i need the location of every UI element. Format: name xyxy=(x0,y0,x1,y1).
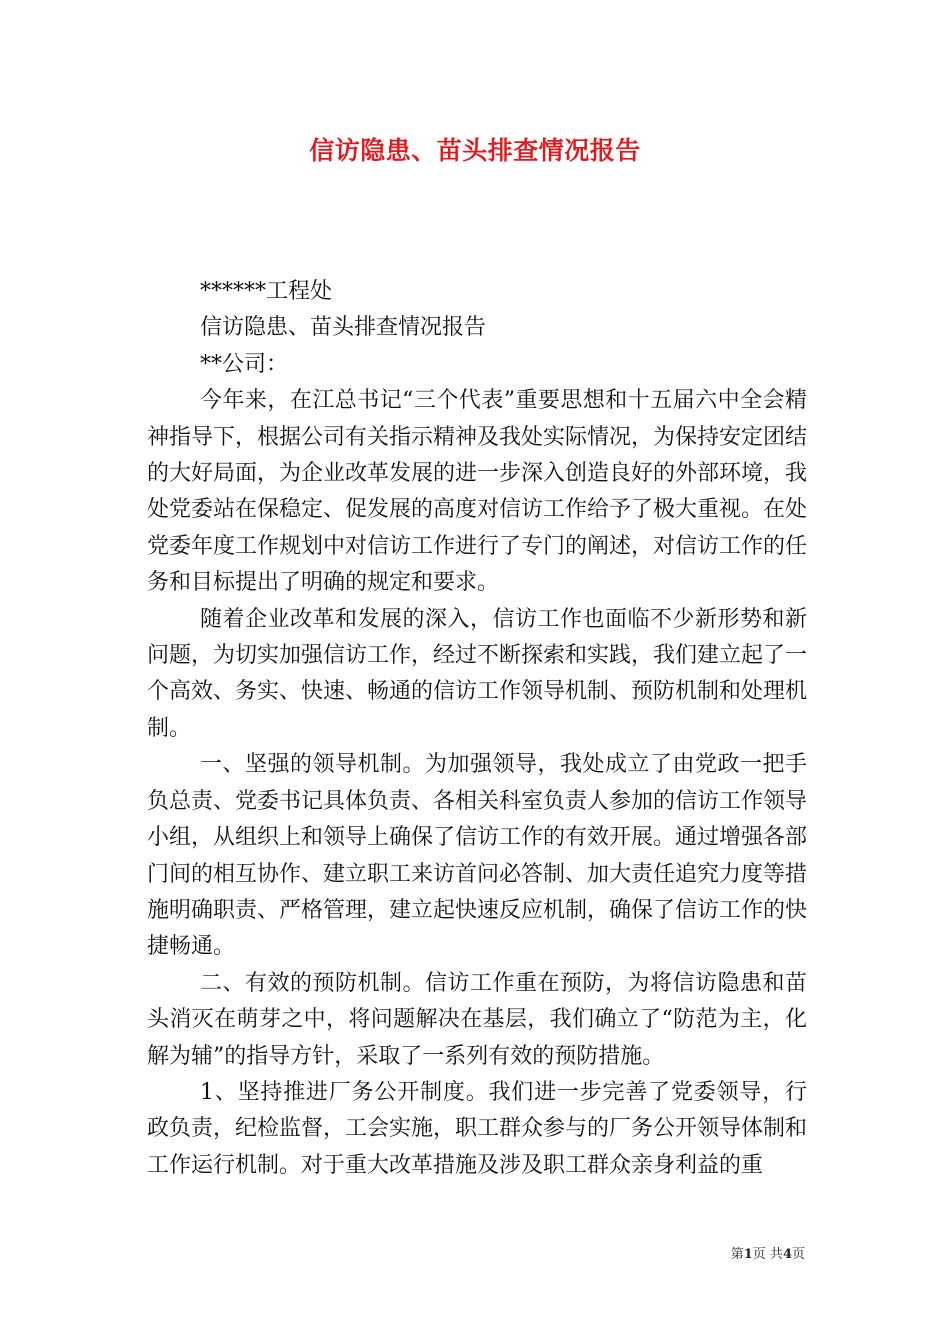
page-suffix: 页 xyxy=(791,1247,805,1262)
current-page-number: 1 xyxy=(743,1247,753,1262)
paragraph: 二、有效的预防机制。信访工作重在预防，为将信访隐患和苗头消灭在萌芽之中，将问题解决在基层，我们确立了“防范为主，化解为辅”的指导方针，采取了一系列有效的预防措施。 xyxy=(147,970,807,1069)
page-prefix: 第 xyxy=(730,1247,744,1262)
recipient-line: **公司： xyxy=(200,351,289,377)
paragraph: 一、坚强的领导机制。为加强领导，我处成立了由党政一把手负总责、党委书记具体负责、各相关科室负责人参加的信访工作领导小组，从组织上和领导上确保了信访工作的有效开展。通过增强各部门间的相互协作、建立职工来访首问必答制、加大责任追究力度等措施明确职责、严格管理，建立起快速反应机制，确保了信访工作的快捷畅通。 xyxy=(147,752,808,960)
page-number-footer xyxy=(731,1246,805,1264)
paragraph: 随着企业改革和发展的深入，信访工作也面临不少新形势和新问题，为切实加强信访工作，经过不断探索和实践，我们建立起了一个高效、务实、快速、畅通的信访工作领导机制、预防机制和处理机制。 xyxy=(147,606,808,741)
document-body xyxy=(147,274,807,1184)
total-pages-number: 4 xyxy=(782,1247,792,1262)
paragraph: 今年来，在江总书记“三个代表”重要思想和十五届六中全会精神指导下，根据公司有关指示精神及我处实际情况，为保持安定团结的大好局面，为企业改革发展的进一步深入创造良好的外部环境，我处党委站在保稳定、促发展的高度对信访工作给予了极大重视。在处党委年度工作规划中对信访工作进行了专门的阐述，对信访工作的任务和目标提出了明确的规定和要求。 xyxy=(147,388,808,596)
document-title: 信访隐患、苗头排查情况报告 xyxy=(309,136,641,165)
paragraph: 1、坚持推进厂务公开制度。我们进一步完善了党委领导，行政负责，纪检监督，工会实施，职工群众参与的厂务公开领导体制和工作运行机制。对于重大改革措施及涉及职工群众亲身利益的重 xyxy=(147,1079,808,1178)
page-middle: 页 共 xyxy=(752,1247,783,1262)
issuer-line: ******工程处 xyxy=(200,279,333,304)
report-subtitle: 信访隐患、苗头排查情况报告 xyxy=(200,315,487,341)
